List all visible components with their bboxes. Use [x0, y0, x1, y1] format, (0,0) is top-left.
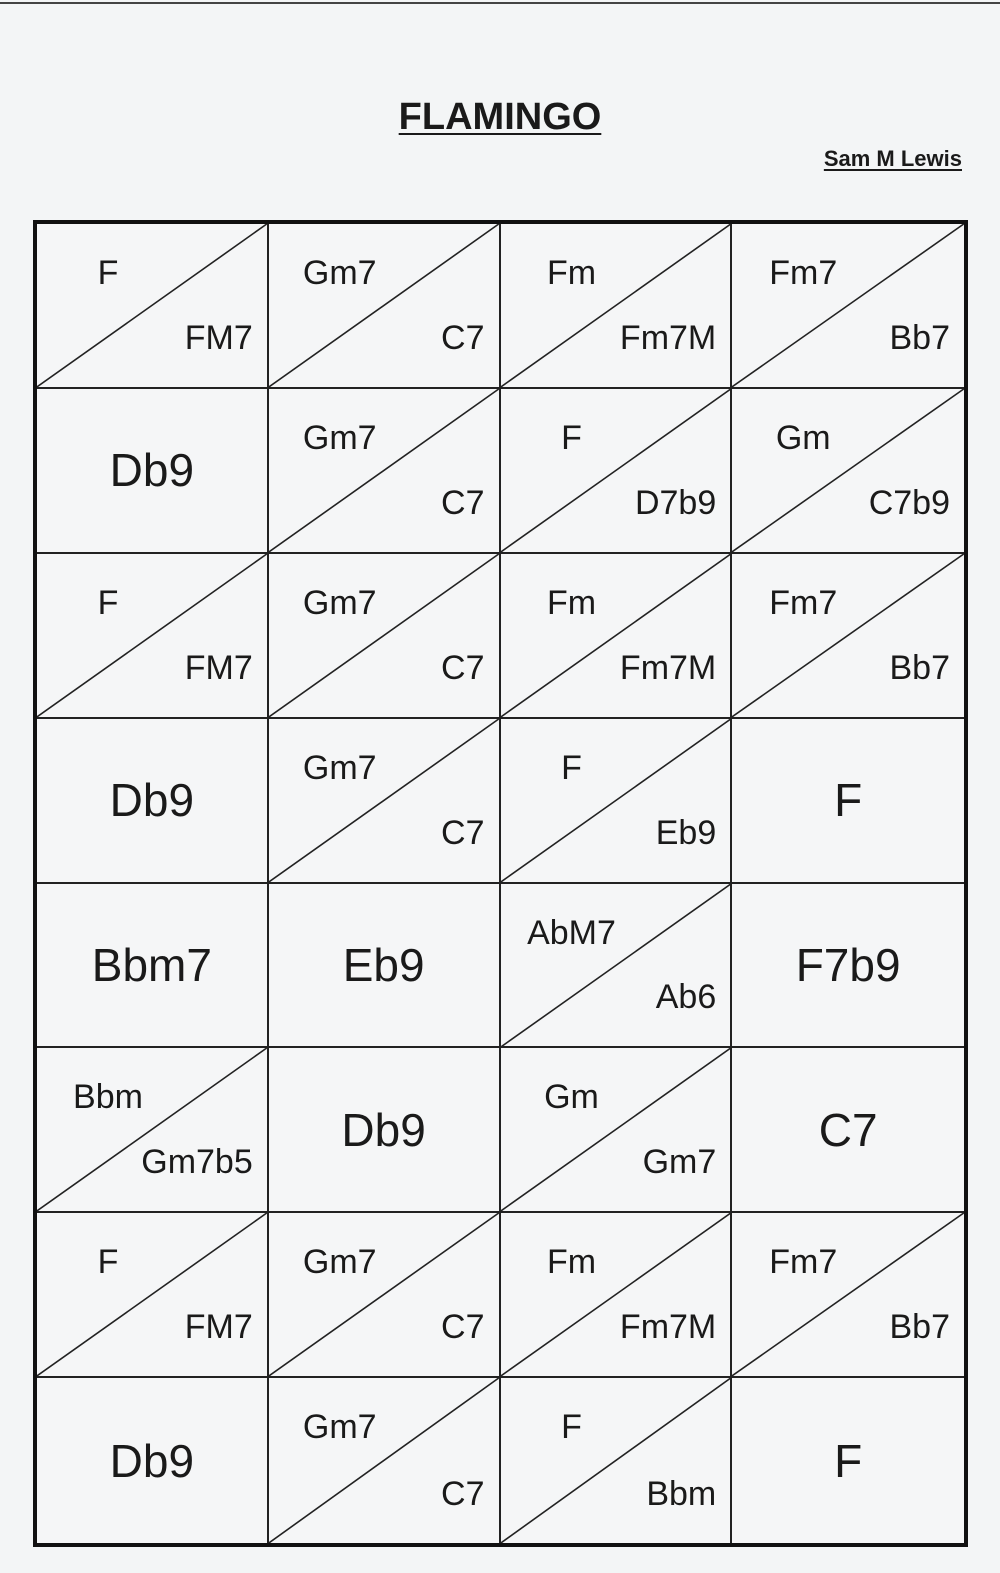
chord-lower: C7: [441, 813, 485, 852]
chord-lower: Fm7M: [619, 648, 717, 687]
chord-cell: [732, 1213, 964, 1378]
chord-upper: Fm7: [769, 254, 838, 292]
chord-cell: [732, 719, 964, 884]
chord-upper: Gm7: [302, 254, 377, 292]
chord-full: C7: [818, 1103, 878, 1156]
chord-upper: Fm7: [769, 583, 838, 622]
chord-full: Db9: [109, 774, 195, 827]
diagonal-divider: [732, 554, 964, 717]
chord-lower: FM7: [184, 648, 253, 687]
chord-cell: [501, 884, 733, 1049]
chord-cell: [732, 1378, 964, 1543]
chord-cell: [37, 719, 269, 884]
chord-lower: C7: [441, 648, 485, 687]
diagonal-divider: [269, 719, 499, 882]
chord-lower: Bb7: [889, 648, 950, 687]
chord-cell: [501, 389, 733, 554]
chord-lower: Bbm: [646, 1475, 717, 1513]
diagonal-divider: [732, 1213, 964, 1376]
chord-upper: Gm7: [302, 1408, 377, 1447]
chord-upper: F: [97, 1243, 119, 1282]
diagonal-divider: [501, 389, 731, 552]
diagonal-divider: [37, 1048, 267, 1211]
chord-full: Eb9: [342, 938, 425, 991]
chord-lower: C7: [441, 1308, 485, 1347]
chord-cell: [269, 884, 501, 1049]
diagonal-divider: [269, 389, 499, 552]
chord-lower: C7: [441, 483, 485, 522]
chord-cell: [732, 884, 964, 1049]
chord-cell: [269, 719, 501, 884]
chord-cell: [501, 719, 733, 884]
chord-lower: FM7: [184, 318, 253, 357]
chord-upper: Fm: [546, 583, 597, 622]
chord-cell: [501, 1213, 733, 1378]
diagonal-divider: [269, 1378, 499, 1543]
diagonal-divider: [37, 224, 267, 387]
diagonal-divider: [501, 224, 731, 387]
chord-upper: Gm7: [302, 583, 377, 622]
chord-upper: F: [97, 583, 119, 622]
song-author: Sam M Lewis: [823, 146, 962, 171]
chord-upper: F: [561, 748, 582, 787]
chord-cell: [37, 554, 269, 719]
chord-full: F: [834, 774, 863, 827]
chord-cell: [732, 554, 964, 719]
chord-grid: [33, 220, 968, 1547]
chord-cell: [501, 224, 733, 389]
diagonal-divider: [501, 719, 731, 882]
chord-cell: [269, 1378, 501, 1543]
diagonal-divider: [501, 1378, 731, 1543]
chord-cell: [37, 1213, 269, 1378]
chord-cell: [269, 1213, 501, 1378]
diagonal-divider: [269, 1213, 499, 1376]
chord-cell: [37, 884, 269, 1049]
chord-cell: [501, 1048, 733, 1213]
chord-lower: C7b9: [868, 483, 950, 522]
chord-lower: Ab6: [655, 978, 717, 1017]
chord-lower: FM7: [184, 1308, 253, 1347]
chord-cell: [732, 1048, 964, 1213]
chord-full: Bbm7: [91, 938, 212, 991]
chord-cell: [37, 389, 269, 554]
diagonal-divider: [269, 224, 499, 387]
chord-upper: Gm7: [302, 1243, 377, 1282]
chord-upper: Fm: [546, 1243, 597, 1282]
chord-cell: [501, 554, 733, 719]
chord-full: Db9: [109, 444, 195, 497]
chord-lower: Bb7: [889, 1308, 950, 1347]
chord-lower: Gm7: [642, 1143, 717, 1182]
chord-lower: Eb9: [655, 813, 717, 852]
chord-upper: Bbm: [73, 1078, 143, 1117]
chord-lower: Gm7b5: [141, 1143, 253, 1182]
chord-full: Db9: [341, 1103, 426, 1156]
chord-upper: AbM7: [527, 913, 616, 952]
chord-upper: Gm: [544, 1078, 599, 1117]
diagonal-divider: [501, 884, 731, 1047]
chord-full: F7b9: [795, 938, 901, 991]
chord-cell: [732, 224, 964, 389]
chord-cell: [269, 1048, 501, 1213]
chord-upper: F: [561, 1408, 582, 1447]
diagonal-divider: [37, 1213, 267, 1376]
chord-cell: [269, 389, 501, 554]
diagonal-divider: [501, 1213, 731, 1376]
chord-full: Db9: [109, 1434, 195, 1487]
chord-full: F: [834, 1434, 863, 1487]
diagonal-divider: [732, 389, 964, 552]
chord-cell: [37, 224, 269, 389]
chord-upper: F: [97, 254, 119, 292]
chord-cell: [501, 1378, 733, 1543]
chord-upper: Gm7: [302, 748, 377, 787]
chord-cell: [269, 554, 501, 719]
chord-lower: C7: [441, 1475, 485, 1513]
chord-lower: D7b9: [634, 483, 717, 522]
chord-upper: Gm: [775, 418, 831, 457]
diagonal-divider: [732, 224, 964, 387]
diagonal-divider: [501, 1048, 731, 1211]
chord-upper: Gm7: [302, 418, 377, 457]
chord-cell: [269, 224, 501, 389]
chord-lower: C7: [441, 318, 485, 357]
chord-upper: Fm: [546, 254, 597, 292]
chord-lower: Fm7M: [619, 1308, 717, 1347]
chord-cell: [732, 389, 964, 554]
chord-lower: Fm7M: [619, 318, 717, 357]
song-title: FLAMINGO: [398, 96, 602, 138]
page-top-edge: [0, 2, 1000, 4]
chord-cell: [37, 1378, 269, 1543]
chord-lower: Bb7: [889, 318, 950, 357]
diagonal-divider: [269, 554, 499, 717]
diagonal-divider: [37, 554, 267, 717]
chord-upper: F: [561, 418, 582, 457]
diagonal-divider: [501, 554, 731, 717]
chord-cell: [37, 1048, 269, 1213]
chord-upper: Fm7: [769, 1243, 838, 1282]
